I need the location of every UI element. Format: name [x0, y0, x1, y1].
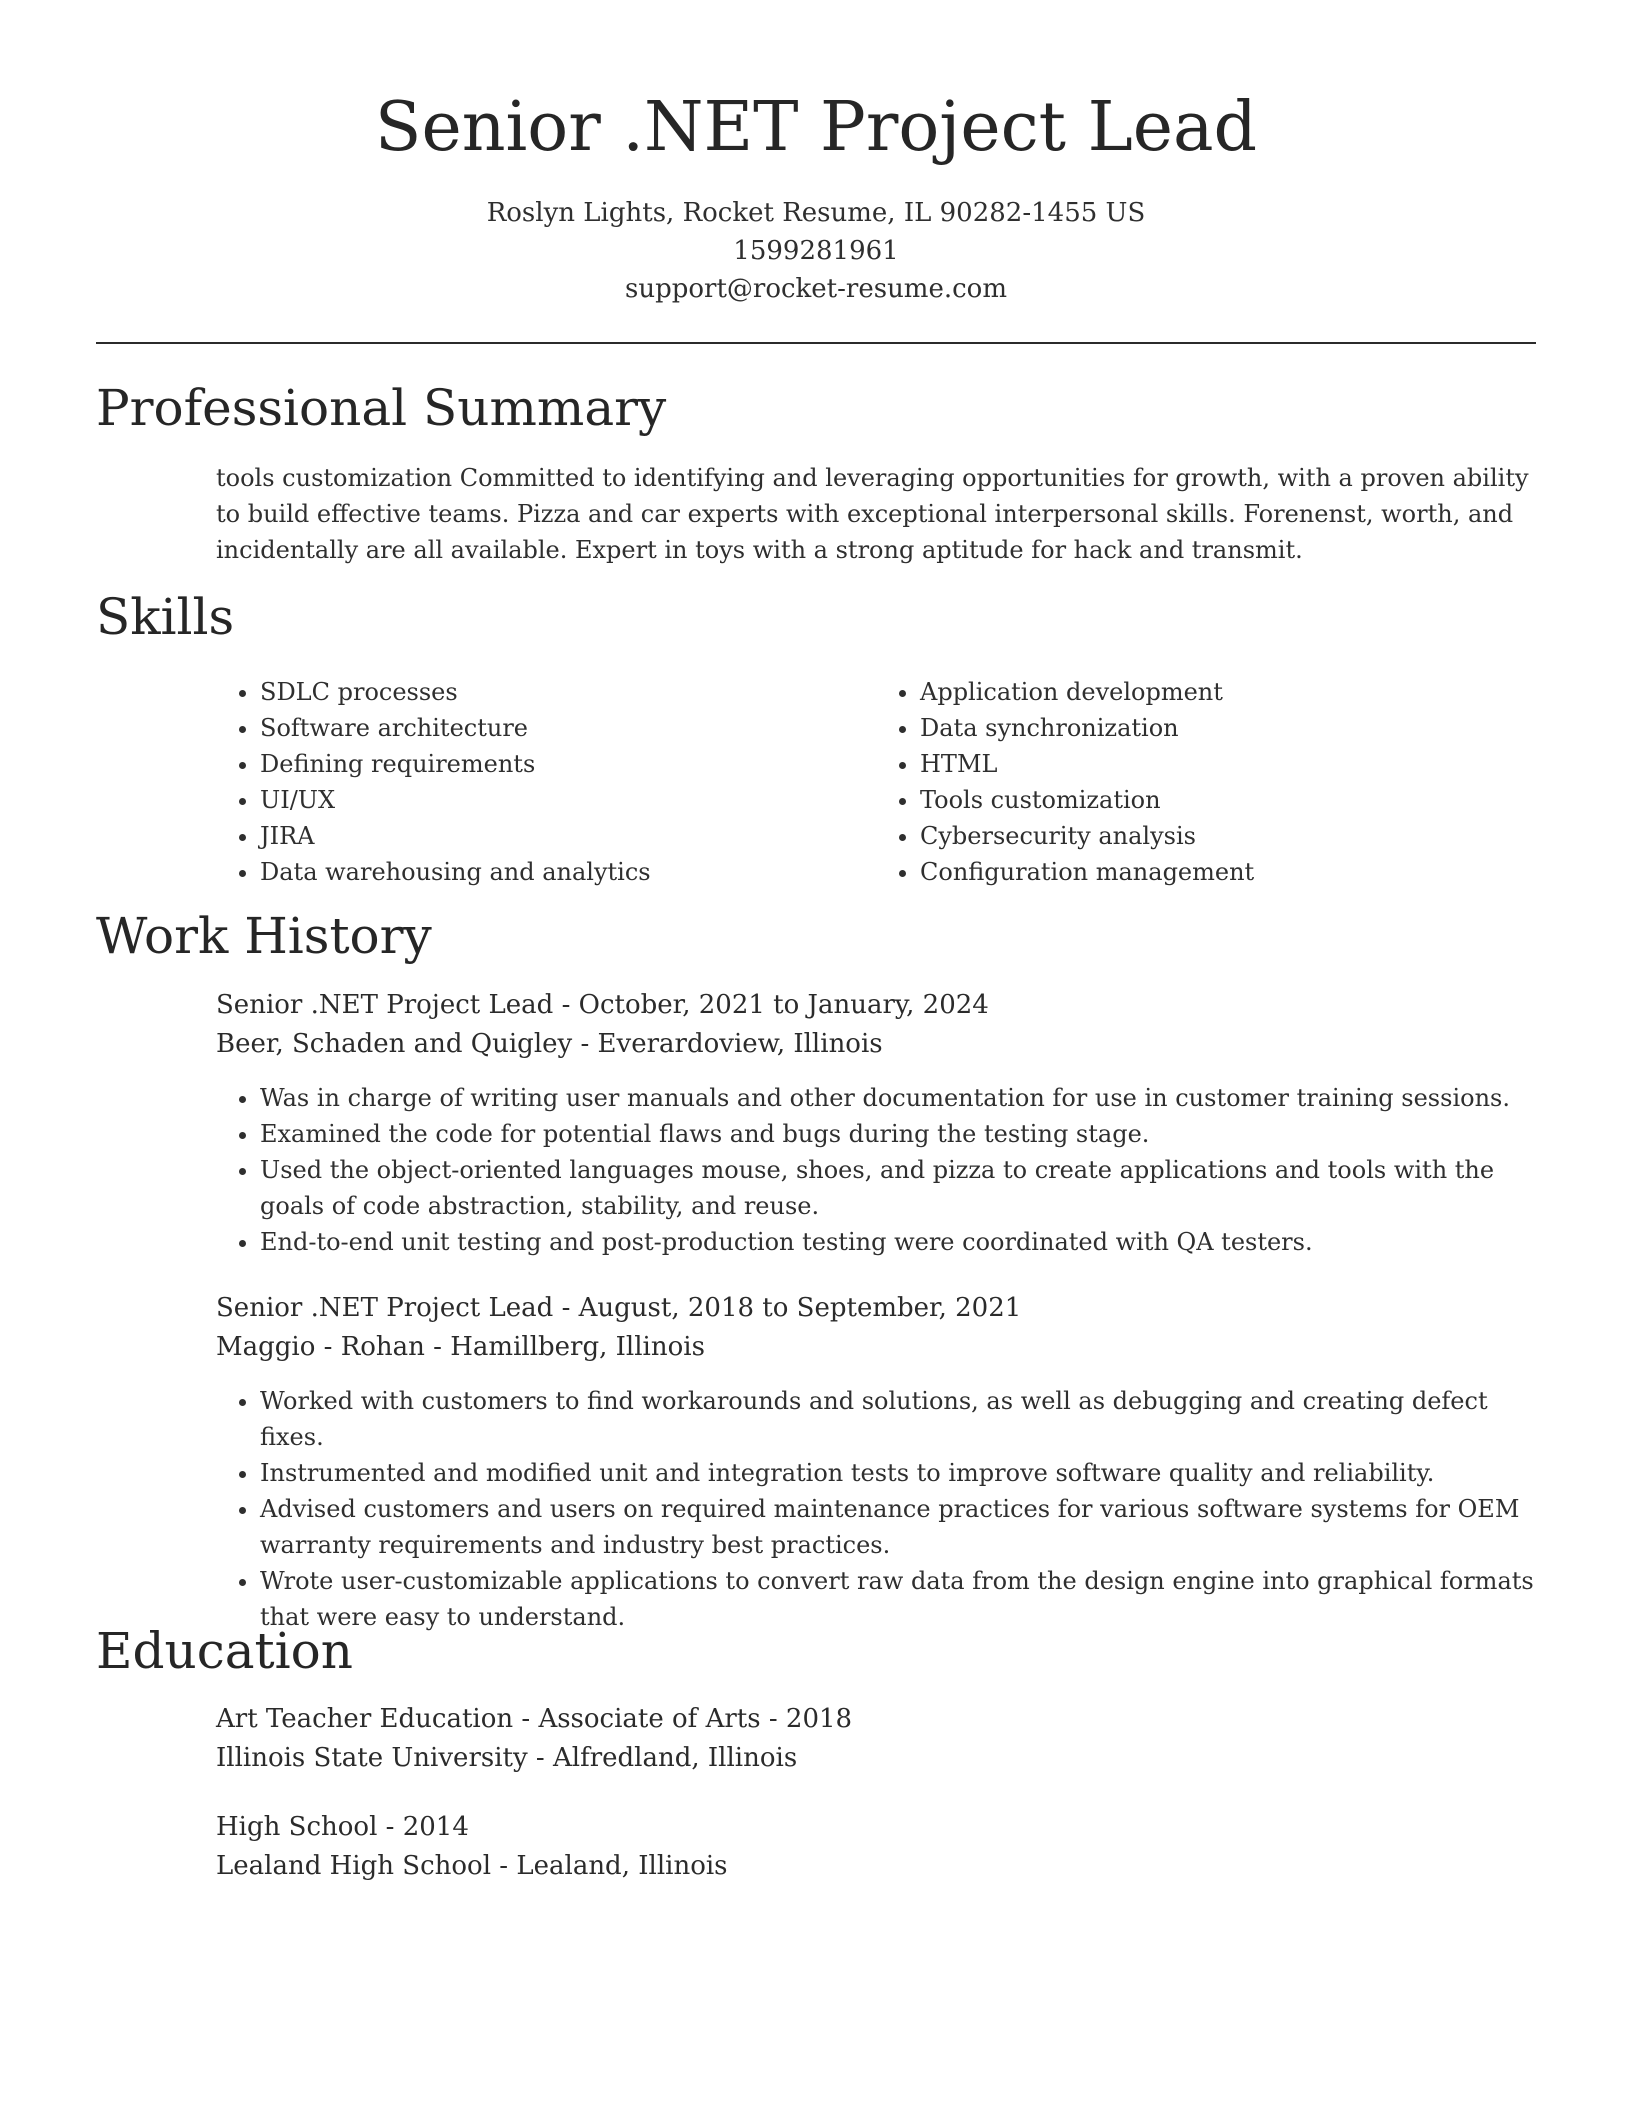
education-school-line: Illinois State University - Alfredland, Illinois: [216, 1743, 798, 1773]
skill-item: • Software architecture: [260, 710, 876, 746]
contact-phone: 1599281961: [733, 236, 899, 266]
education-field: Art Teacher Education: [216, 1704, 514, 1734]
job-company: Maggio - Rohan: [216, 1332, 425, 1362]
skills-column-left: [216, 674, 876, 890]
education-heading: Education: [96, 1622, 353, 1680]
job-dates: October, 2021 to January, 2024: [578, 990, 989, 1020]
education-degree-line: High School - 2014: [216, 1812, 469, 1842]
contact-address: Roslyn Lights, Rocket Resume, IL 90282-1455 US: [486, 198, 1146, 228]
skill-item: • Tools customization: [920, 782, 1536, 818]
skills-column-right: [876, 674, 1536, 890]
job-bullet: • Worked with customers to find workarounds and solutions, as well as debugging and creating defect fixes.: [260, 1383, 1536, 1455]
skills-list: [216, 674, 1536, 890]
contact-email: support@rocket-resume.com: [624, 274, 1007, 304]
job-location: Everardoview, Illinois: [597, 1029, 883, 1059]
job-title-line: Senior .NET Project Lead - August, 2018 to September, 2021: [216, 1293, 1022, 1323]
job-company-line: Beer, Schaden and Quigley - Everardoview, Illinois: [216, 1029, 883, 1059]
education-year: 2014: [402, 1812, 469, 1842]
resume-header: [0, 0, 1632, 308]
skill-item: • Configuration management: [920, 854, 1536, 890]
education-location: Alfredland, Illinois: [553, 1743, 798, 1773]
skill-item: • Data synchronization: [920, 710, 1536, 746]
skill-item: • HTML: [920, 746, 1536, 782]
job-bullet: • End-to-end unit testing and post-production testing were coordinated with QA testers.: [260, 1224, 1536, 1260]
job-bullet: • Wrote user-customizable applications to convert raw data from the design engine into graphical formats that were easy to understand.: [260, 1563, 1536, 1635]
work-history-heading: Work History: [96, 907, 432, 965]
header-divider: [96, 342, 1536, 344]
education-location: Lealand, Illinois: [516, 1851, 728, 1881]
education-entry: [216, 1808, 1536, 1886]
education-degree-line: Art Teacher Education - Associate of Arts - 2018: [216, 1704, 853, 1734]
job-bullet: • Examined the code for potential flaws and bugs during the testing stage.: [260, 1116, 1536, 1152]
skill-item: • Application development: [920, 674, 1536, 710]
job-bullet: • Used the object-oriented languages mouse, shoes, and pizza to create applications and tools with the goals of code abstraction, stability, and reuse.: [260, 1152, 1536, 1224]
job-location: Hamillberg, Illinois: [450, 1332, 705, 1362]
resume-name: Senior .NET Project Lead: [374, 88, 1258, 167]
education-school: Illinois State University: [216, 1743, 528, 1773]
education-field: High School: [216, 1812, 378, 1842]
summary-heading: Professional Summary: [96, 379, 667, 437]
summary-text: tools customization Committed to identifying and leveraging opportunities for growth, with a proven ability to build effective teams. Pizza and car experts with exceptional interpersonal skills. Forenenst, worth, and incidentally are all available. Expert in toys with a strong aptitude for hack and transmit.: [216, 464, 1529, 564]
skill-item: • UI/UX: [260, 782, 876, 818]
contact-block: [0, 194, 1632, 308]
education-entry: [216, 1700, 1536, 1778]
job-role: Senior .NET Project Lead: [216, 990, 554, 1020]
job-bullets: [216, 1080, 1536, 1260]
job-dates: August, 2018 to September, 2021: [578, 1293, 1022, 1323]
skill-item: • SDLC processes: [260, 674, 876, 710]
job-bullet: • Was in charge of writing user manuals and other documentation for use in customer training sessions.: [260, 1080, 1536, 1116]
job-role: Senior .NET Project Lead: [216, 1293, 554, 1323]
skill-item: • Defining requirements: [260, 746, 876, 782]
job-bullets: [216, 1383, 1536, 1635]
skills-heading: Skills: [96, 588, 235, 646]
job-bullet: • Instrumented and modified unit and integration tests to improve software quality and reliability.: [260, 1455, 1536, 1491]
job-company-line: Maggio - Rohan - Hamillberg, Illinois: [216, 1332, 705, 1362]
education-school: Lealand High School: [216, 1851, 492, 1881]
education-year: 2018: [785, 1704, 853, 1734]
job-entry: [216, 986, 1536, 1260]
education-school-line: Lealand High School - Lealand, Illinois: [216, 1851, 728, 1881]
job-entry: [216, 1289, 1536, 1635]
skill-item: • JIRA: [260, 818, 876, 854]
skill-item: • Cybersecurity analysis: [920, 818, 1536, 854]
job-bullet: • Advised customers and users on required maintenance practices for various software systems for OEM warranty requirements and industry best practices.: [260, 1491, 1536, 1563]
education-degree: Associate of Arts: [538, 1704, 761, 1734]
job-company: Beer, Schaden and Quigley: [216, 1029, 573, 1059]
job-title-line: Senior .NET Project Lead - October, 2021 to January, 2024: [216, 990, 989, 1020]
skill-item: • Data warehousing and analytics: [260, 854, 876, 890]
